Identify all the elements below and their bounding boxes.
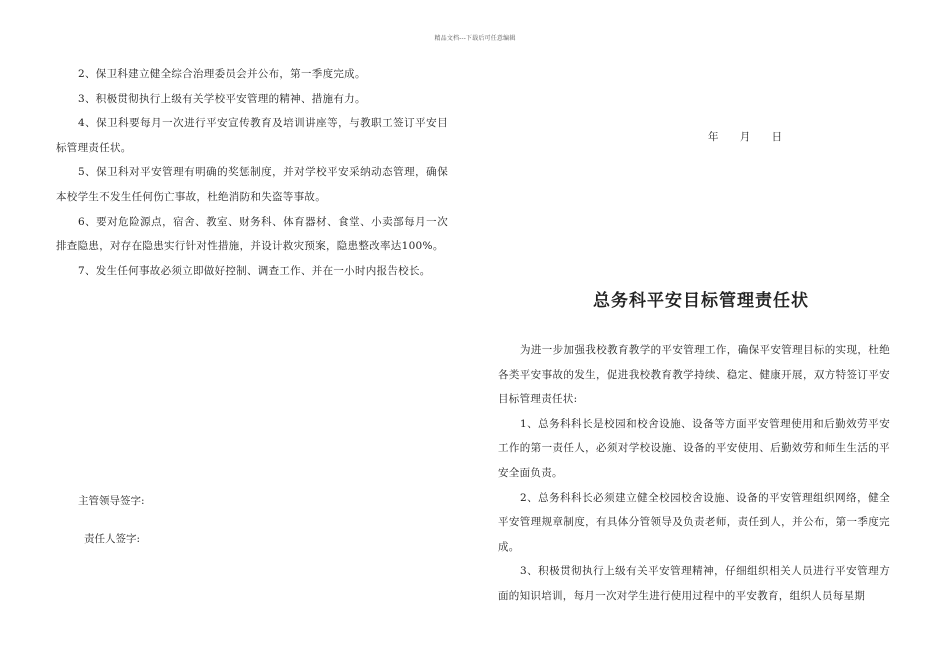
paragraph: 2、保卫科建立健全综合治理委员会并公布，第一季度完成。 — [78, 68, 366, 80]
paragraph: 6、要对危险源点，宿舍、教室、财务科、体育器材、食堂、小卖部每月一次排查隐患，对存在隐患实行针对性措施，并设计救灾预案，隐患整改率达100%。 — [56, 215, 448, 253]
date-line: 年 月 日 — [708, 131, 783, 143]
left-column — [56, 62, 448, 283]
paragraph: 4、保卫科要每月一次进行平安宣传教育及培训讲座等，与教职工签订平安目标管理责任状。 — [56, 117, 448, 154]
paragraph: 1、总务科科长是校园和校舍设施、设备等方面平安管理使用和后勤效劳平安工作的第一责任人，必须对学校设施、设备的平安使用、后勤效劳和师生生活的平安全面负责。 — [498, 417, 890, 479]
paragraph: 3、积极贯彻执行上级有关学校平安管理的精神、措施有力。 — [78, 92, 366, 105]
paragraph: 为进一步加强我校教育教学的平安管理工作，确保平安管理目标的实现，杜绝各类平安事故的发生，促进我校教育教学持续、稳定、健康开展，双方特签订平安目标管理责任状: — [498, 344, 890, 406]
paragraph: 2、总务科科长必须建立健全校园校舍设施、设备的平安管理组织网络，健全平安管理规章制度，有具体分管领导及负责老师，责任到人，并公布，第一季度完成。 — [498, 491, 890, 553]
page-header: 精品文档---下载后可任意编辑 — [434, 35, 516, 42]
leader-signature-label: 主管领导签字: — [78, 495, 145, 507]
right-column — [498, 338, 890, 609]
paragraph: 5、保卫科对平安管理有明确的奖惩制度，并对学校平安采纳动态管理，确保本校学生不发生任何伤亡事故，杜绝消防和失盗等事故。 — [56, 166, 448, 203]
responsible-signature-label: 责任人签字: — [84, 533, 141, 545]
paragraph: 3、积极贯彻执行上级有关平安管理精神，仔细组织相关人员进行平安管理方面的知识培训，每月一次对学生进行使用过程中的平安教育，组织人员每星期 — [498, 565, 890, 602]
document-title: 总务科平安目标管理责任状 — [593, 291, 809, 311]
paragraph: 7、发生任何事故必须立即做好控制、调查工作、并在一小时内报告校长。 — [78, 264, 431, 277]
